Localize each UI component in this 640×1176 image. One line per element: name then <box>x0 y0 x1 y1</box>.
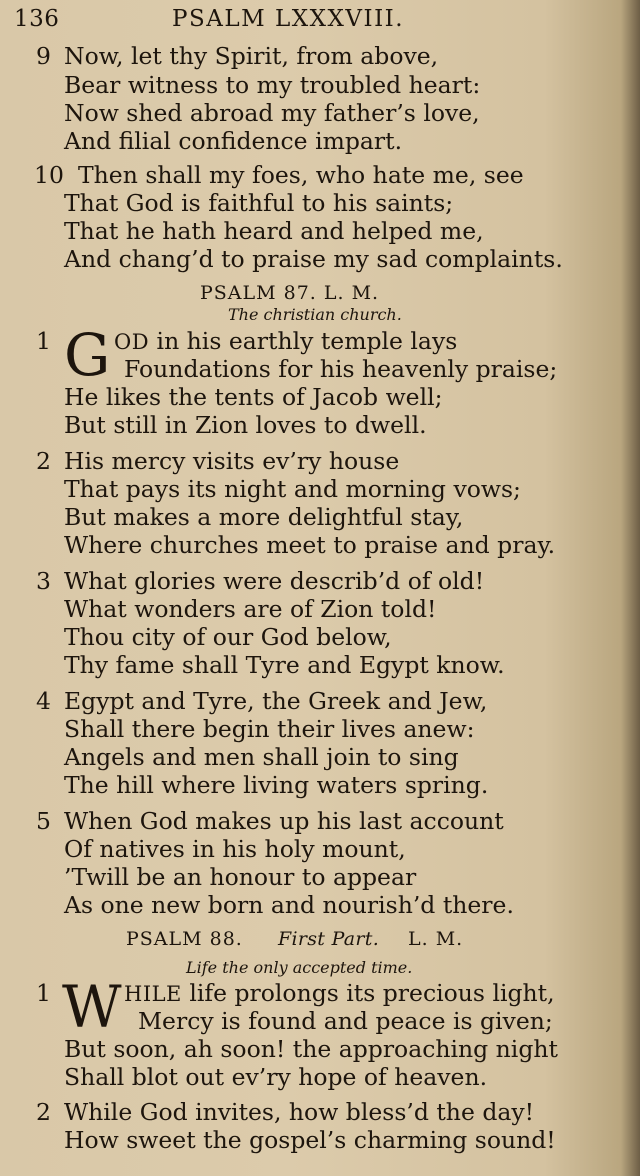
verse-line: His mercy visits ev’ry house <box>64 447 400 475</box>
verse-number: 1 <box>36 327 51 355</box>
psalm-88-heading-meter: L. M. <box>408 928 464 950</box>
verse-line: While God invites, how bless’d the day! <box>64 1098 535 1126</box>
verse-line: And chang’d to praise my sad complaints. <box>64 245 563 273</box>
verse-line: What glories were describ’d of old! <box>64 567 485 595</box>
psalm-88-heading-part: First Part. <box>278 928 380 950</box>
drop-cap: G <box>64 321 111 389</box>
verse-line: As one new born and nourish’d there. <box>64 891 514 919</box>
verse-line-first <box>124 979 555 1008</box>
verse-line-rest: life prolongs its precious light, <box>189 979 555 1007</box>
verse-line: When God makes up his last account <box>64 807 504 835</box>
verse-line: That he hath heard and helped me, <box>64 217 484 245</box>
cap-word: HILE <box>124 982 182 1006</box>
verse-line: Angels and men shall join to sing <box>64 743 459 771</box>
page-header <box>0 0 640 40</box>
verse-number: 4 <box>36 687 51 715</box>
verse-number: 1 <box>36 979 51 1007</box>
psalm-87-heading: PSALM 87. L. M. <box>200 282 380 304</box>
verse-line: But makes a more delightful stay, <box>64 503 464 531</box>
verse-number: 3 <box>36 567 51 595</box>
verse-line: Of natives in his holy mount, <box>64 835 406 863</box>
verse-line: What wonders are of Zion told! <box>64 595 437 623</box>
verse-line: Then shall my foes, who hate me, see <box>78 161 524 189</box>
verse-line: Now, let thy Spirit, from above, <box>64 42 439 70</box>
verse-line: Foundations for his heavenly praise; <box>124 355 558 383</box>
drop-cap: W <box>62 973 122 1041</box>
verse-line: Mercy is found and peace is given; <box>138 1007 553 1035</box>
verse-number: 2 <box>36 447 51 475</box>
running-title: PSALM LXXXVIII. <box>172 6 405 32</box>
verse-line: He likes the tents of Jacob well; <box>64 383 443 411</box>
verse-number: 5 <box>36 807 51 835</box>
verse-line: That God is faithful to his saints; <box>64 189 454 217</box>
psalm-88-subtitle: Life the only accepted time. <box>186 958 413 977</box>
psalm-88-heading-number: PSALM 88. <box>126 928 243 950</box>
verse-line: How sweet the gospel’s charming sound! <box>64 1126 556 1154</box>
verse-line: Thy fame shall Tyre and Egypt know. <box>64 651 505 679</box>
verse-line: Bear witness to my troubled heart: <box>64 71 481 99</box>
verse-number: 10 <box>34 161 64 189</box>
verse-line: Where churches meet to praise and pray. <box>64 531 556 559</box>
verse-line: Egypt and Tyre, the Greek and Jew, <box>64 687 488 715</box>
verse-line: Shall there begin their lives anew: <box>64 715 475 743</box>
verse-line: That pays its night and morning vows; <box>64 475 521 503</box>
verse-line: But soon, ah soon! the approaching night <box>64 1035 558 1063</box>
verse-line: And filial confidence impart. <box>64 127 403 155</box>
psalm-87-subtitle: The christian church. <box>228 305 402 324</box>
verse-line: ’Twill be an honour to appear <box>64 863 417 891</box>
verse-line-first <box>114 327 457 356</box>
verse-line-rest: in his earthly temple lays <box>156 327 458 355</box>
verse-line: Now shed abroad my father’s love, <box>64 99 480 127</box>
page-number: 136 <box>14 6 60 32</box>
cap-word: OD <box>114 330 150 354</box>
verse-line: Shall blot out ev’ry hope of heaven. <box>64 1063 488 1091</box>
verse-line: Thou city of our God below, <box>64 623 392 651</box>
verse-number: 9 <box>36 42 51 70</box>
verse-number: 2 <box>36 1098 51 1126</box>
verse-line: But still in Zion loves to dwell. <box>64 411 427 439</box>
verse-line: The hill where living waters spring. <box>64 771 489 799</box>
